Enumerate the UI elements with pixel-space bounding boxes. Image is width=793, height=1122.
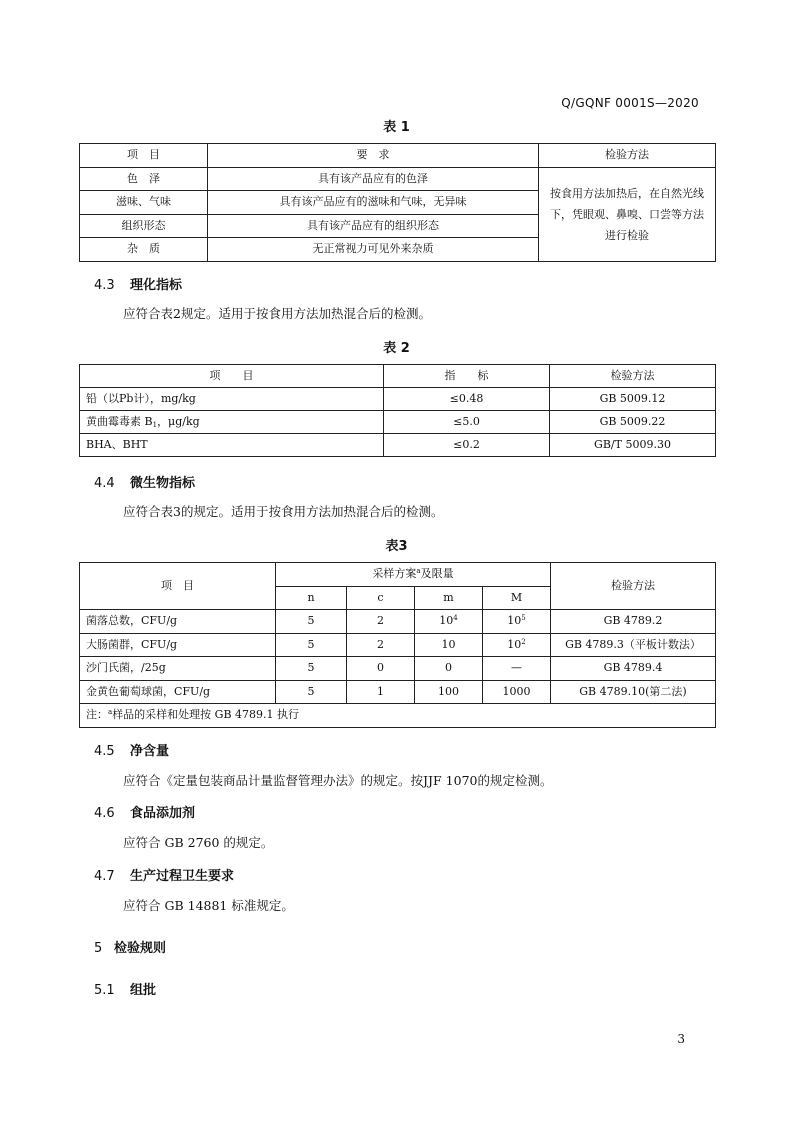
table2-item: BHA、BHT: [80, 434, 384, 457]
table1-requirement: 具有该产品应有的色泽: [208, 167, 539, 191]
table3-n: 5: [276, 610, 347, 634]
section-4-7-heading: [94, 865, 234, 884]
table3-note: [80, 704, 716, 728]
table1-requirement: 无正常视力可见外来杂质: [208, 238, 539, 262]
item-subscript: 1: [152, 421, 158, 429]
table3-m: [415, 633, 483, 657]
table3-subheader-c: c: [347, 586, 415, 610]
m-base: 0: [445, 661, 452, 675]
document-id: Q/GQNF 0001S—2020: [561, 96, 699, 110]
table1-item: 色 泽: [80, 167, 208, 191]
table2-method: GB/T 5009.30: [550, 434, 716, 457]
section-number: 5: [94, 941, 103, 956]
table3-m: [415, 657, 483, 681]
section-number: 4.7: [94, 869, 115, 884]
section-title: 生产过程卫生要求: [130, 869, 235, 884]
table2-method: GB 5009.12: [550, 388, 716, 411]
table3-m: [415, 610, 483, 634]
note-text: 样品的采样和处理按 GB 4789.1 执行: [112, 708, 300, 722]
table3-n: 5: [276, 657, 347, 681]
section-4-3-heading: [94, 274, 182, 293]
table3-item: 菌落总数，CFU/g: [80, 610, 276, 634]
table-row: [80, 388, 716, 411]
table2-header-row: [80, 365, 716, 388]
table3-M: [483, 657, 551, 681]
section-4-4-text: 应符合表3的规定。适用于按食用方法加热混合后的检测。: [123, 504, 444, 519]
table1: [79, 143, 716, 262]
item-text: 黄曲霉毒素 B: [86, 415, 153, 428]
table3: [79, 562, 716, 728]
M-base: 1000: [502, 684, 531, 698]
table3-M: [483, 633, 551, 657]
table3-item: 沙门氏菌，/25g: [80, 657, 276, 681]
section-number: 5.1: [94, 983, 115, 998]
section-4-5-text: 应符合《定量包装商品计量监督管理办法》的规定。按JJF 1070的规定检测。: [123, 773, 553, 788]
table2-header-method: 检验方法: [550, 365, 716, 388]
table3-c: 2: [347, 610, 415, 634]
table3-header-plan: [276, 563, 551, 587]
table1-method: 按食用方法加热后，在自然光线下，凭眼观、鼻嗅、口尝等方法进行检验: [539, 167, 716, 261]
section-title: 微生物指标: [130, 476, 196, 491]
table3-c: 1: [347, 680, 415, 704]
m-base: 100: [438, 684, 459, 698]
table1-header-requirement: 要 求: [208, 144, 539, 168]
table3-caption: 表3: [385, 539, 408, 554]
m-base: 10: [439, 614, 454, 628]
table1-header-row: [80, 144, 716, 168]
m-base: 10: [441, 637, 456, 651]
M-base: 10: [507, 614, 522, 628]
table3-n: 5: [276, 633, 347, 657]
section-4-5-heading: [94, 740, 169, 759]
section-4-6-text: 应符合 GB 2760 的规定。: [123, 835, 274, 850]
m-exponent: 4: [453, 614, 458, 623]
table3-item: 大肠菌群，CFU/g: [80, 633, 276, 657]
section-title: 净含量: [130, 744, 170, 759]
table3-header-method: 检验方法: [551, 563, 716, 610]
section-title: 理化指标: [130, 278, 183, 293]
M-base: —: [511, 661, 522, 675]
table3-n: 5: [276, 680, 347, 704]
table-row: [80, 610, 716, 634]
table1-caption: 表 1: [383, 120, 410, 135]
table-row: [80, 657, 716, 681]
item-unit: ，μg/kg: [157, 415, 200, 428]
section-4-6-heading: [94, 802, 195, 821]
table2-header-item: 项 目: [80, 365, 384, 388]
table3-M: [483, 610, 551, 634]
section-title: 组批: [130, 983, 157, 998]
table3-subheader-M: M: [483, 586, 551, 610]
section-number: 4.3: [94, 278, 115, 293]
table3-header-row: [80, 563, 716, 587]
page-number: 3: [677, 1032, 685, 1046]
table-row: [80, 633, 716, 657]
plan-label-suffix: 及限量: [420, 567, 454, 581]
M-base: 10: [507, 637, 522, 651]
table3-m: [415, 680, 483, 704]
table3-item: 金黄色葡萄球菌，CFU/g: [80, 680, 276, 704]
table3-c: 2: [347, 633, 415, 657]
table3-method: GB 4789.2: [551, 610, 716, 634]
table3-method: GB 4789.3（平板计数法）: [551, 633, 716, 657]
table2-header-value: 指 标: [384, 365, 550, 388]
table2-value: ≤5.0: [384, 411, 550, 434]
table3-note-row: [80, 704, 716, 728]
section-title: 检验规则: [114, 941, 167, 956]
section-number: 4.5: [94, 744, 115, 759]
table3-subheader-n: n: [276, 586, 347, 610]
section-number: 4.4: [94, 476, 115, 491]
note-label: 注：: [86, 708, 108, 722]
table2-value: ≤0.2: [384, 434, 550, 457]
section-number: 4.6: [94, 806, 115, 821]
table1-header-item: 项 目: [80, 144, 208, 168]
section-4-3-text: 应符合表2规定。适用于按食用方法加热混合后的检测。: [123, 306, 431, 321]
table2-value: ≤0.48: [384, 388, 550, 411]
table1-requirement: 具有该产品应有的滋味和气味，无异味: [208, 191, 539, 215]
table-row: [80, 434, 716, 457]
table-row: [80, 680, 716, 704]
M-exponent: 5: [521, 614, 526, 623]
table2-method: GB 5009.22: [550, 411, 716, 434]
M-exponent: 2: [521, 637, 526, 646]
plan-label: 采样方案: [372, 567, 417, 581]
table1-header-method: 检验方法: [539, 144, 716, 168]
table2-item: 铅（以Pb计），mg/kg: [80, 388, 384, 411]
footnote-mark: a: [416, 567, 421, 576]
table-row: [80, 411, 716, 434]
section-4-4-heading: [94, 472, 195, 491]
table3-method: GB 4789.4: [551, 657, 716, 681]
table3-method: GB 4789.10(第二法): [551, 680, 716, 704]
table1-item: 杂 质: [80, 238, 208, 262]
table2-item: [80, 411, 384, 434]
table3-M: [483, 680, 551, 704]
section-4-7-text: 应符合 GB 14881 标准规定。: [123, 898, 294, 913]
section-title: 食品添加剂: [130, 806, 196, 821]
footnote-mark: a: [108, 708, 113, 717]
section-5-heading: [94, 937, 166, 956]
section-5-1-heading: [94, 979, 156, 998]
table1-item: 组织形态: [80, 214, 208, 238]
table1-item: 滋味、气味: [80, 191, 208, 215]
table2: [79, 364, 716, 457]
table3-c: 0: [347, 657, 415, 681]
table3-subheader-m: m: [415, 586, 483, 610]
table2-caption: 表 2: [383, 341, 410, 356]
table1-requirement: 具有该产品应有的组织形态: [208, 214, 539, 238]
table-row: [80, 167, 716, 191]
table3-header-item: 项 目: [80, 563, 276, 610]
